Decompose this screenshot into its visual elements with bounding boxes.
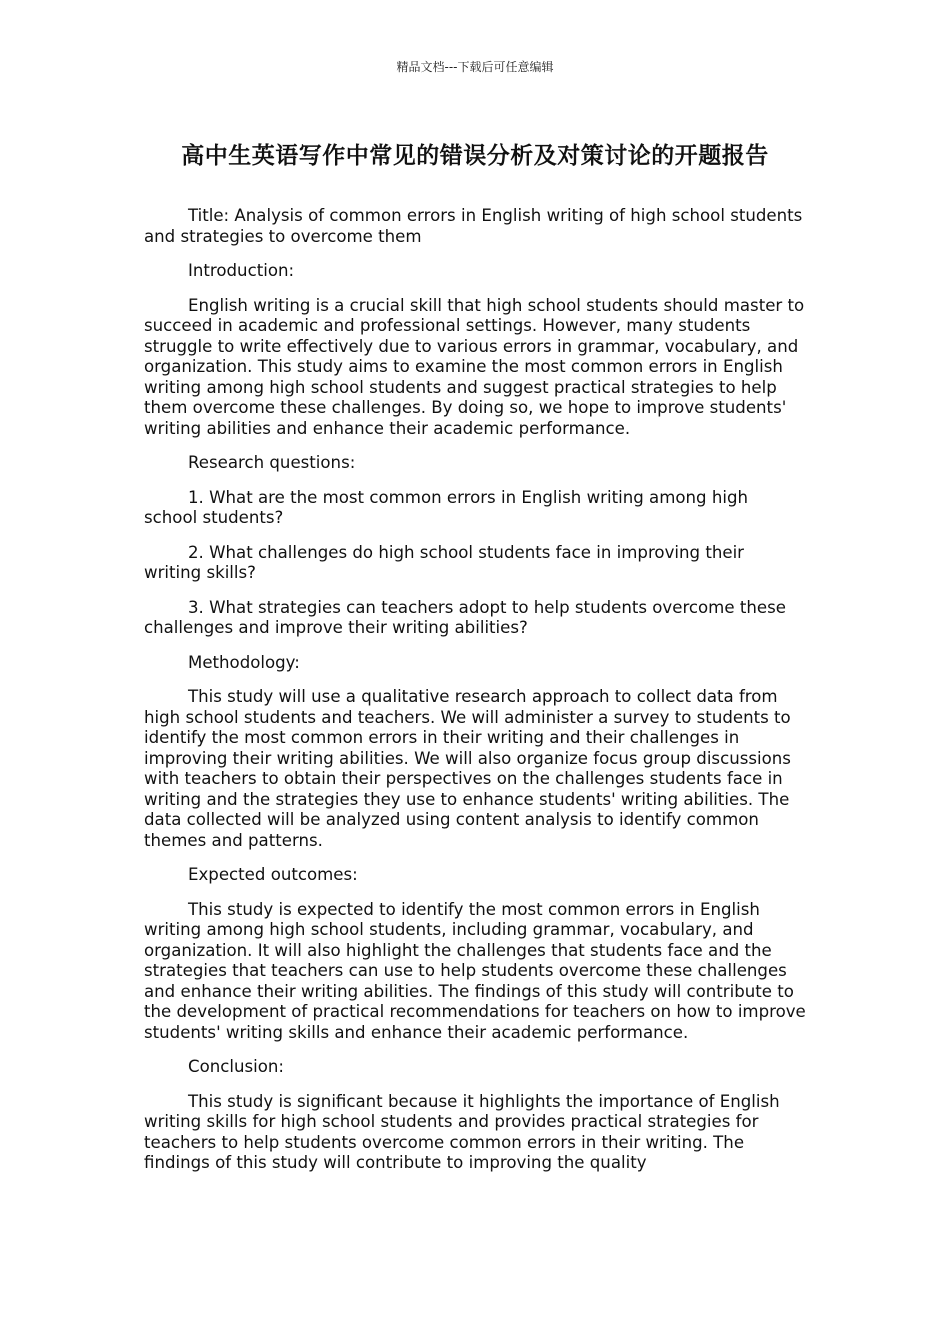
expected-outcomes-paragraph: This study is expected to identify the most common errors in English writing among high school students, including grammar, vocabulary, and organization. It will also highlight the challenges that students face and the strategies that teachers can use to help students overcome these challenges and enhance their writing abilities. The findings of this study will contribute to the development of practical recommendations for teachers on how to improve students' writing skills and enhance their academic performance. bbox=[144, 899, 806, 1042]
section-heading-methodology: Methodology: bbox=[188, 652, 300, 672]
section-heading-introduction: Introduction: bbox=[188, 261, 295, 280]
title-paragraph: Title: Analysis of common errors in English writing of high school students and strategies to overcome them bbox=[144, 206, 803, 246]
document-title: 高中生英语写作中常见的错误分析及对策讨论的开题报告 bbox=[181, 143, 769, 169]
section-heading-conclusion: Conclusion: bbox=[188, 1057, 285, 1076]
methodology-paragraph: This study will use a qualitative research approach to collect data from high school students and teachers. We will administer a survey to students to identify the most common errors in their writing and their challenges in improving their writing abilities. We will also organize focus group discussions with teachers to obtain their perspectives on the challenges students face in writing and the strategies they use to enhance students' writing abilities. The data collected will be analyzed using content analysis to identify common themes and patterns. bbox=[144, 687, 791, 850]
header-note: 精品文档---下载后可任意编辑 bbox=[396, 60, 554, 74]
research-question-1: 1. What are the most common errors in English writing among high school students? bbox=[144, 487, 749, 527]
conclusion-paragraph: This study is significant because it highlights the importance of English writing skills for high school students and provides practical strategies for teachers to help students overcome common errors in their writing. The findings of this study will contribute to improving the quality bbox=[144, 1091, 780, 1172]
section-heading-expected-outcomes: Expected outcomes: bbox=[188, 865, 358, 884]
research-question-3: 3. What strategies can teachers adopt to help students overcome these challenges and improve their writing abilities? bbox=[144, 597, 786, 637]
research-question-2: 2. What challenges do high school students face in improving their writing skills? bbox=[144, 542, 744, 582]
document-body bbox=[144, 206, 806, 1188]
introduction-paragraph: English writing is a crucial skill that high school students should master to succeed in academic and professional settings. However, many students struggle to write effectively due to various errors in grammar, vocabulary, and organization. This study aims to examine the most common errors in English writing among high school students and suggest practical strategies to help them overcome these challenges. By doing so, we hope to improve students' writing abilities and enhance their academic performance. bbox=[144, 295, 805, 438]
section-heading-research-questions: Research questions: bbox=[188, 453, 356, 472]
